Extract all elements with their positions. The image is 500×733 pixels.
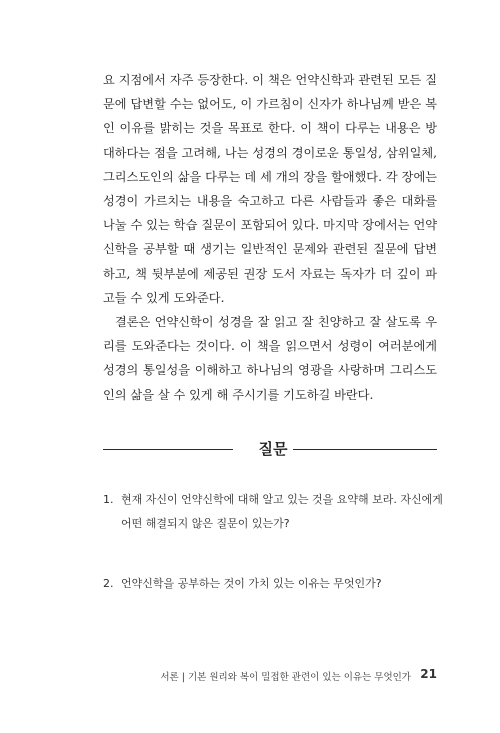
body-text bbox=[103, 68, 437, 407]
question-number: 1. bbox=[103, 493, 114, 506]
paragraph: 결론은 언약신학이 성경을 잘 읽고 잘 친양하고 잘 살도록 우리를 도와준다는 것이다. 이 책을 읽으면서 성령이 여러분에게 성경의 통일성을 이해하고 하나님의 영광을 사랑하며 그리스도인의 삶을 살 수 있게 해 주시기를 기도하길 바란다. bbox=[103, 315, 437, 402]
page-footer bbox=[103, 666, 437, 686]
question-text: 현재 자신이 언약신학에 대해 알고 있는 것을 요약해 보라. 자신에게 어떤 해결되지 않은 질문이 있는가? bbox=[121, 493, 443, 530]
heading-rule-left bbox=[103, 449, 233, 450]
running-head: 서론 | 기본 원리와 복이 밀접한 관련이 있는 이유는 무엇인가 bbox=[160, 672, 411, 683]
question-text: 언약신학을 공부하는 것이 가치 있는 이유는 무엇인가? bbox=[121, 577, 382, 590]
question-list bbox=[103, 488, 443, 596]
question-item bbox=[103, 572, 443, 596]
heading-rule-right bbox=[293, 449, 437, 450]
section-title: 질문 bbox=[258, 440, 288, 458]
question-number: 2. bbox=[103, 577, 114, 590]
question-item bbox=[103, 488, 443, 536]
page-number: 21 bbox=[420, 667, 437, 681]
section-heading bbox=[103, 436, 437, 464]
paragraph: 요 지점에서 자주 등장한다. 이 책은 언약신학과 관련된 모든 질문에 답변할 수는 없어도, 이 가르침이 신자가 하나님께 받은 복인 이유를 밝히는 것을 목표로 한다. 이 책이 다루는 내용은 방대하다는 점을 고려해, 나는 성경의 경이로운 통일성, 삼위일체, 그리스도인의 삶을 다루는 데 세 개의 장을 할애했다. 각 장에는 성경이 가르치는 내용을 숙고하고 다른 사람들과 좋은 대화를 나눌 수 있는 학습 질문이 포함되어 있다. 마지막 장에서는 언약신학을 공부할 때 생기는 일반적인 문제와 관련된 질문에 답변하고, 책 뒷부분에 제공된 권장 도서 자료는 독자가 더 깊이 파고들 수 있게 도와준다. bbox=[103, 73, 437, 305]
